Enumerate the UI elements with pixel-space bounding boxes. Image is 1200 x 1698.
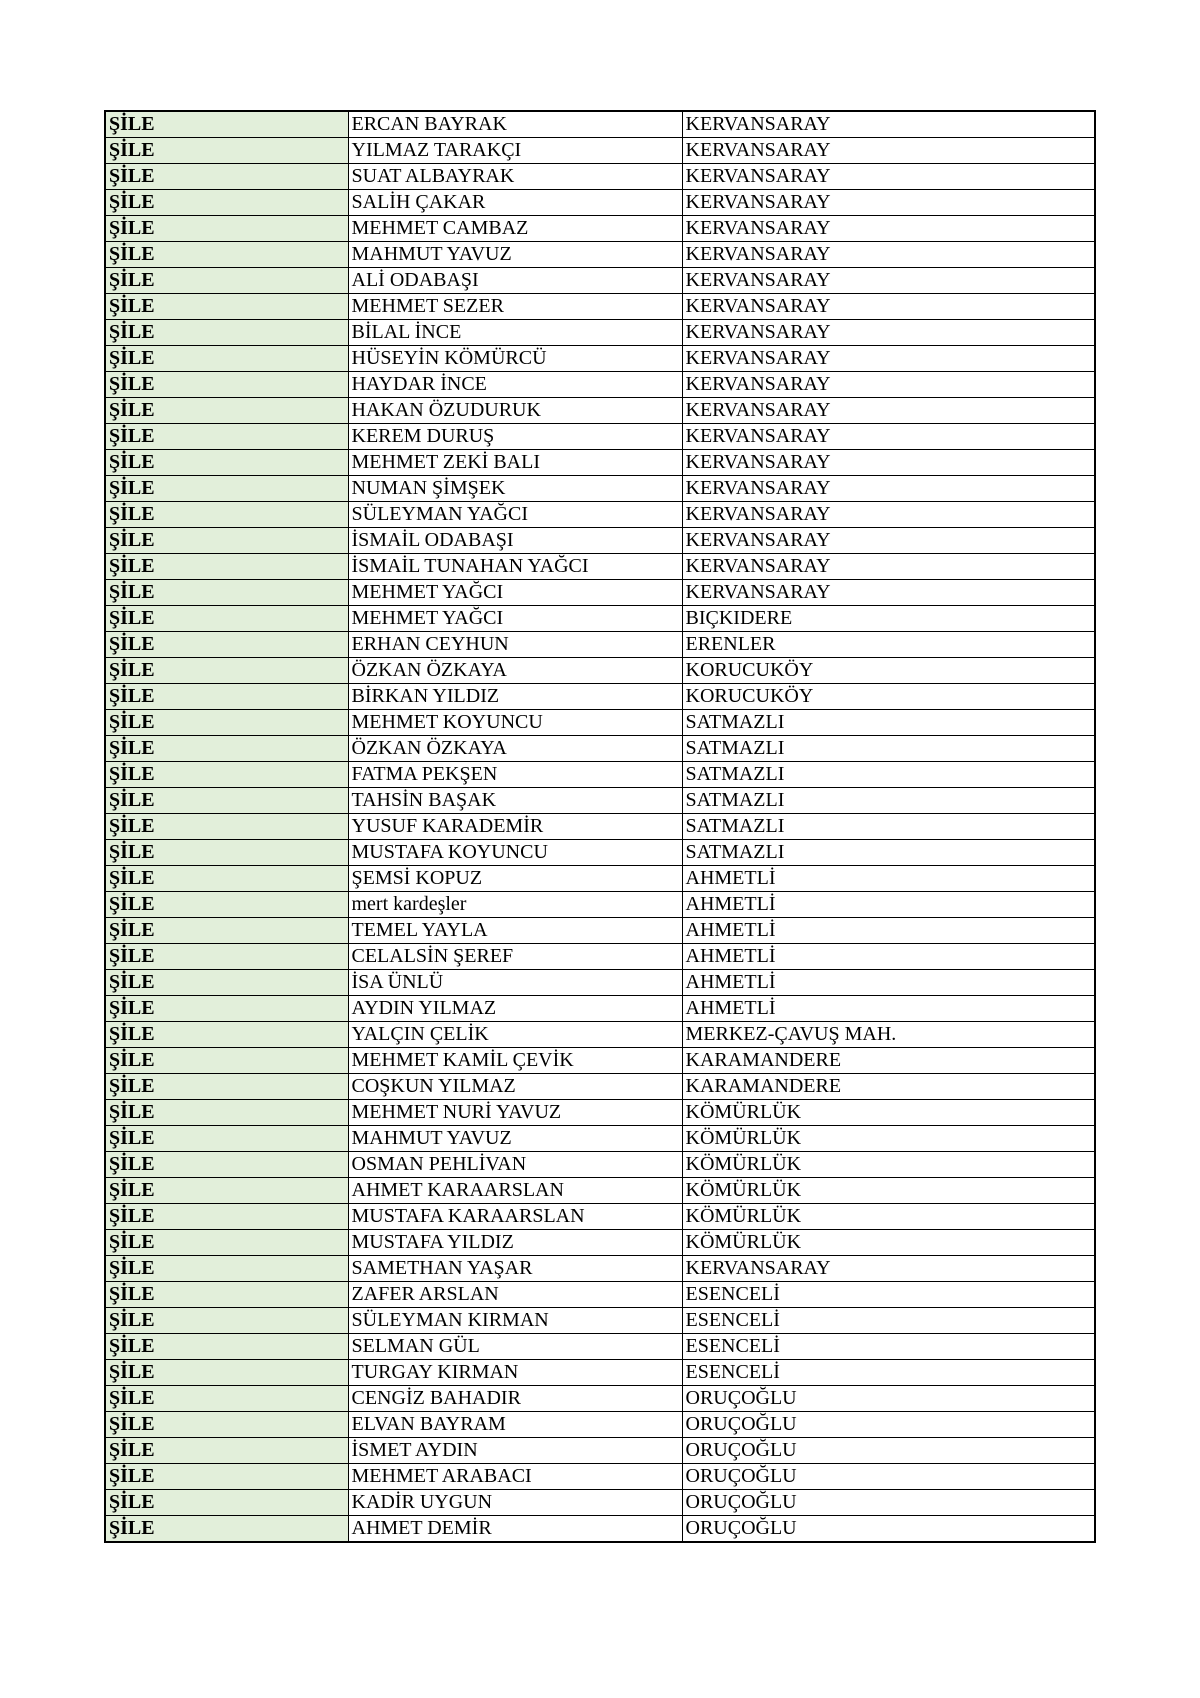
- district-cell: ŞİLE: [105, 372, 348, 398]
- name-cell: MEHMET NURİ YAVUZ: [348, 1100, 682, 1126]
- name-cell: AHMET DEMİR: [348, 1516, 682, 1543]
- place-cell: KERVANSARAY: [682, 528, 1095, 554]
- district-cell: ŞİLE: [105, 502, 348, 528]
- place-cell: KERVANSARAY: [682, 580, 1095, 606]
- name-cell: CELALSİN ŞEREF: [348, 944, 682, 970]
- name-cell: AYDIN YILMAZ: [348, 996, 682, 1022]
- district-cell: ŞİLE: [105, 1438, 348, 1464]
- district-cell: ŞİLE: [105, 1152, 348, 1178]
- district-cell: ŞİLE: [105, 346, 348, 372]
- name-cell: MUSTAFA KOYUNCU: [348, 840, 682, 866]
- district-cell: ŞİLE: [105, 788, 348, 814]
- place-cell: KÖMÜRLÜK: [682, 1100, 1095, 1126]
- place-cell: SATMAZLI: [682, 736, 1095, 762]
- place-cell: KERVANSARAY: [682, 294, 1095, 320]
- place-cell: ERENLER: [682, 632, 1095, 658]
- table-row: [105, 918, 1095, 944]
- district-cell: ŞİLE: [105, 970, 348, 996]
- place-cell: AHMETLİ: [682, 996, 1095, 1022]
- place-cell: KERVANSARAY: [682, 554, 1095, 580]
- name-cell: COŞKUN YILMAZ: [348, 1074, 682, 1100]
- table-row: [105, 242, 1095, 268]
- table-row: [105, 1230, 1095, 1256]
- district-cell: ŞİLE: [105, 554, 348, 580]
- district-cell: ŞİLE: [105, 1022, 348, 1048]
- table-row: [105, 1126, 1095, 1152]
- name-cell: SUAT ALBAYRAK: [348, 164, 682, 190]
- table-row: [105, 736, 1095, 762]
- place-cell: KERVANSARAY: [682, 242, 1095, 268]
- name-cell: SÜLEYMAN KIRMAN: [348, 1308, 682, 1334]
- district-cell: ŞİLE: [105, 1386, 348, 1412]
- place-cell: KERVANSARAY: [682, 346, 1095, 372]
- place-cell: KÖMÜRLÜK: [682, 1230, 1095, 1256]
- place-cell: KERVANSARAY: [682, 476, 1095, 502]
- district-cell: ŞİLE: [105, 1282, 348, 1308]
- table-row: [105, 1308, 1095, 1334]
- place-cell: AHMETLİ: [682, 970, 1095, 996]
- name-cell: ZAFER ARSLAN: [348, 1282, 682, 1308]
- district-cell: ŞİLE: [105, 398, 348, 424]
- place-cell: SATMAZLI: [682, 814, 1095, 840]
- name-cell: MUSTAFA KARAARSLAN: [348, 1204, 682, 1230]
- table-row: [105, 580, 1095, 606]
- district-cell: ŞİLE: [105, 840, 348, 866]
- table-row: [105, 1386, 1095, 1412]
- district-cell: ŞİLE: [105, 606, 348, 632]
- name-cell: ÖZKAN ÖZKAYA: [348, 658, 682, 684]
- name-cell: İSMAİL TUNAHAN YAĞCI: [348, 554, 682, 580]
- name-cell: TAHSİN BAŞAK: [348, 788, 682, 814]
- district-cell: ŞİLE: [105, 658, 348, 684]
- district-cell: ŞİLE: [105, 866, 348, 892]
- name-cell: mert kardeşler: [348, 892, 682, 918]
- name-cell: YILMAZ TARAKÇI: [348, 138, 682, 164]
- data-table: [104, 110, 1096, 1543]
- table-row: [105, 1438, 1095, 1464]
- district-cell: ŞİLE: [105, 1490, 348, 1516]
- table-row: [105, 424, 1095, 450]
- table-row: [105, 398, 1095, 424]
- place-cell: AHMETLİ: [682, 866, 1095, 892]
- name-cell: BİRKAN YILDIZ: [348, 684, 682, 710]
- place-cell: KERVANSARAY: [682, 424, 1095, 450]
- district-cell: ŞİLE: [105, 190, 348, 216]
- place-cell: SATMAZLI: [682, 788, 1095, 814]
- table-row: [105, 944, 1095, 970]
- table-row: [105, 164, 1095, 190]
- name-cell: MEHMET SEZER: [348, 294, 682, 320]
- name-cell: ÖZKAN ÖZKAYA: [348, 736, 682, 762]
- table-row: [105, 892, 1095, 918]
- name-cell: BİLAL İNCE: [348, 320, 682, 346]
- table-row: [105, 606, 1095, 632]
- table-row: [105, 554, 1095, 580]
- name-cell: İSMET AYDIN: [348, 1438, 682, 1464]
- place-cell: KERVANSARAY: [682, 450, 1095, 476]
- name-cell: SÜLEYMAN YAĞCI: [348, 502, 682, 528]
- place-cell: SATMAZLI: [682, 840, 1095, 866]
- district-cell: ŞİLE: [105, 632, 348, 658]
- table-row: [105, 710, 1095, 736]
- place-cell: KERVANSARAY: [682, 320, 1095, 346]
- district-cell: ŞİLE: [105, 1100, 348, 1126]
- name-cell: CENGİZ BAHADIR: [348, 1386, 682, 1412]
- name-cell: KEREM DURUŞ: [348, 424, 682, 450]
- place-cell: KARAMANDERE: [682, 1048, 1095, 1074]
- place-cell: ORUÇOĞLU: [682, 1438, 1095, 1464]
- place-cell: KERVANSARAY: [682, 1256, 1095, 1282]
- district-cell: ŞİLE: [105, 1126, 348, 1152]
- table-row: [105, 320, 1095, 346]
- name-cell: MEHMET CAMBAZ: [348, 216, 682, 242]
- name-cell: ERHAN CEYHUN: [348, 632, 682, 658]
- district-cell: ŞİLE: [105, 320, 348, 346]
- table-row: [105, 1022, 1095, 1048]
- name-cell: AHMET KARAARSLAN: [348, 1178, 682, 1204]
- place-cell: ORUÇOĞLU: [682, 1516, 1095, 1543]
- table-row: [105, 814, 1095, 840]
- district-cell: ŞİLE: [105, 1230, 348, 1256]
- district-cell: ŞİLE: [105, 242, 348, 268]
- district-cell: ŞİLE: [105, 424, 348, 450]
- table-row: [105, 840, 1095, 866]
- district-cell: ŞİLE: [105, 1178, 348, 1204]
- place-cell: KERVANSARAY: [682, 372, 1095, 398]
- table-row: [105, 1256, 1095, 1282]
- district-cell: ŞİLE: [105, 762, 348, 788]
- place-cell: AHMETLİ: [682, 892, 1095, 918]
- district-cell: ŞİLE: [105, 268, 348, 294]
- district-cell: ŞİLE: [105, 944, 348, 970]
- table-row: [105, 1516, 1095, 1543]
- table-row: [105, 1204, 1095, 1230]
- place-cell: KERVANSARAY: [682, 398, 1095, 424]
- name-cell: FATMA PEKŞEN: [348, 762, 682, 788]
- place-cell: ORUÇOĞLU: [682, 1490, 1095, 1516]
- place-cell: KÖMÜRLÜK: [682, 1204, 1095, 1230]
- place-cell: ORUÇOĞLU: [682, 1412, 1095, 1438]
- district-cell: ŞİLE: [105, 996, 348, 1022]
- district-cell: ŞİLE: [105, 1464, 348, 1490]
- district-cell: ŞİLE: [105, 814, 348, 840]
- place-cell: KORUCUKÖY: [682, 684, 1095, 710]
- table-row: [105, 1048, 1095, 1074]
- district-cell: ŞİLE: [105, 1360, 348, 1386]
- name-cell: MEHMET ARABACI: [348, 1464, 682, 1490]
- table-row: [105, 216, 1095, 242]
- name-cell: SAMETHAN YAŞAR: [348, 1256, 682, 1282]
- district-cell: ŞİLE: [105, 1516, 348, 1543]
- name-cell: TURGAY KIRMAN: [348, 1360, 682, 1386]
- place-cell: KÖMÜRLÜK: [682, 1152, 1095, 1178]
- district-cell: ŞİLE: [105, 918, 348, 944]
- table-row: [105, 1490, 1095, 1516]
- table-row: [105, 138, 1095, 164]
- district-cell: ŞİLE: [105, 294, 348, 320]
- name-cell: SALİH ÇAKAR: [348, 190, 682, 216]
- place-cell: ORUÇOĞLU: [682, 1386, 1095, 1412]
- name-cell: MEHMET KOYUNCU: [348, 710, 682, 736]
- place-cell: ESENCELİ: [682, 1334, 1095, 1360]
- name-cell: HAYDAR İNCE: [348, 372, 682, 398]
- name-cell: MEHMET ZEKİ BALI: [348, 450, 682, 476]
- place-cell: KERVANSARAY: [682, 164, 1095, 190]
- place-cell: ESENCELİ: [682, 1282, 1095, 1308]
- name-cell: MEHMET KAMİL ÇEVİK: [348, 1048, 682, 1074]
- table-row: [105, 190, 1095, 216]
- table-row: [105, 372, 1095, 398]
- place-cell: AHMETLİ: [682, 918, 1095, 944]
- place-cell: ESENCELİ: [682, 1308, 1095, 1334]
- district-cell: ŞİLE: [105, 216, 348, 242]
- district-cell: ŞİLE: [105, 580, 348, 606]
- name-cell: YALÇIN ÇELİK: [348, 1022, 682, 1048]
- table-row: [105, 970, 1095, 996]
- district-cell: ŞİLE: [105, 1048, 348, 1074]
- place-cell: AHMETLİ: [682, 944, 1095, 970]
- name-cell: NUMAN ŞİMŞEK: [348, 476, 682, 502]
- place-cell: KERVANSARAY: [682, 111, 1095, 138]
- table-row: [105, 1074, 1095, 1100]
- place-cell: KERVANSARAY: [682, 190, 1095, 216]
- table-row: [105, 476, 1095, 502]
- table-row: [105, 294, 1095, 320]
- name-cell: MAHMUT YAVUZ: [348, 242, 682, 268]
- table-row: [105, 1412, 1095, 1438]
- table-row: [105, 1464, 1095, 1490]
- place-cell: KÖMÜRLÜK: [682, 1178, 1095, 1204]
- place-cell: ESENCELİ: [682, 1360, 1095, 1386]
- name-cell: ERCAN BAYRAK: [348, 111, 682, 138]
- name-cell: İSMAİL ODABAŞI: [348, 528, 682, 554]
- table-row: [105, 111, 1095, 138]
- district-cell: ŞİLE: [105, 111, 348, 138]
- name-cell: MUSTAFA YILDIZ: [348, 1230, 682, 1256]
- name-cell: İSA ÜNLÜ: [348, 970, 682, 996]
- name-cell: TEMEL YAYLA: [348, 918, 682, 944]
- table-row: [105, 996, 1095, 1022]
- place-cell: KÖMÜRLÜK: [682, 1126, 1095, 1152]
- name-cell: SELMAN GÜL: [348, 1334, 682, 1360]
- name-cell: MEHMET YAĞCI: [348, 606, 682, 632]
- name-cell: HAKAN ÖZUDURUK: [348, 398, 682, 424]
- name-cell: ELVAN BAYRAM: [348, 1412, 682, 1438]
- district-cell: ŞİLE: [105, 710, 348, 736]
- table-body: [105, 111, 1095, 1542]
- name-cell: MAHMUT YAVUZ: [348, 1126, 682, 1152]
- table-row: [105, 788, 1095, 814]
- district-cell: ŞİLE: [105, 1256, 348, 1282]
- table-row: [105, 528, 1095, 554]
- place-cell: MERKEZ-ÇAVUŞ MAH.: [682, 1022, 1095, 1048]
- table-row: [105, 1334, 1095, 1360]
- name-cell: ALİ ODABAŞI: [348, 268, 682, 294]
- place-cell: KERVANSARAY: [682, 268, 1095, 294]
- table-row: [105, 1152, 1095, 1178]
- place-cell: SATMAZLI: [682, 762, 1095, 788]
- table-row: [105, 658, 1095, 684]
- district-cell: ŞİLE: [105, 164, 348, 190]
- name-cell: OSMAN PEHLİVAN: [348, 1152, 682, 1178]
- name-cell: YUSUF KARADEMİR: [348, 814, 682, 840]
- district-cell: ŞİLE: [105, 1308, 348, 1334]
- table-row: [105, 1100, 1095, 1126]
- district-cell: ŞİLE: [105, 1074, 348, 1100]
- district-cell: ŞİLE: [105, 450, 348, 476]
- district-cell: ŞİLE: [105, 476, 348, 502]
- place-cell: ORUÇOĞLU: [682, 1464, 1095, 1490]
- name-cell: MEHMET YAĞCI: [348, 580, 682, 606]
- name-cell: ŞEMSİ KOPUZ: [348, 866, 682, 892]
- district-cell: ŞİLE: [105, 684, 348, 710]
- table-row: [105, 762, 1095, 788]
- name-cell: KADİR UYGUN: [348, 1490, 682, 1516]
- table-row: [105, 346, 1095, 372]
- table-row: [105, 450, 1095, 476]
- district-cell: ŞİLE: [105, 736, 348, 762]
- place-cell: KERVANSARAY: [682, 502, 1095, 528]
- table-row: [105, 1178, 1095, 1204]
- district-cell: ŞİLE: [105, 528, 348, 554]
- district-cell: ŞİLE: [105, 1412, 348, 1438]
- table-row: [105, 684, 1095, 710]
- district-cell: ŞİLE: [105, 138, 348, 164]
- table-row: [105, 268, 1095, 294]
- district-cell: ŞİLE: [105, 1334, 348, 1360]
- table-row: [105, 1282, 1095, 1308]
- name-cell: HÜSEYİN KÖMÜRCÜ: [348, 346, 682, 372]
- district-cell: ŞİLE: [105, 1204, 348, 1230]
- place-cell: KORUCUKÖY: [682, 658, 1095, 684]
- table-row: [105, 632, 1095, 658]
- place-cell: KARAMANDERE: [682, 1074, 1095, 1100]
- place-cell: SATMAZLI: [682, 710, 1095, 736]
- table-row: [105, 502, 1095, 528]
- district-cell: ŞİLE: [105, 892, 348, 918]
- table-row: [105, 866, 1095, 892]
- table-row: [105, 1360, 1095, 1386]
- place-cell: KERVANSARAY: [682, 138, 1095, 164]
- place-cell: BIÇKIDERE: [682, 606, 1095, 632]
- place-cell: KERVANSARAY: [682, 216, 1095, 242]
